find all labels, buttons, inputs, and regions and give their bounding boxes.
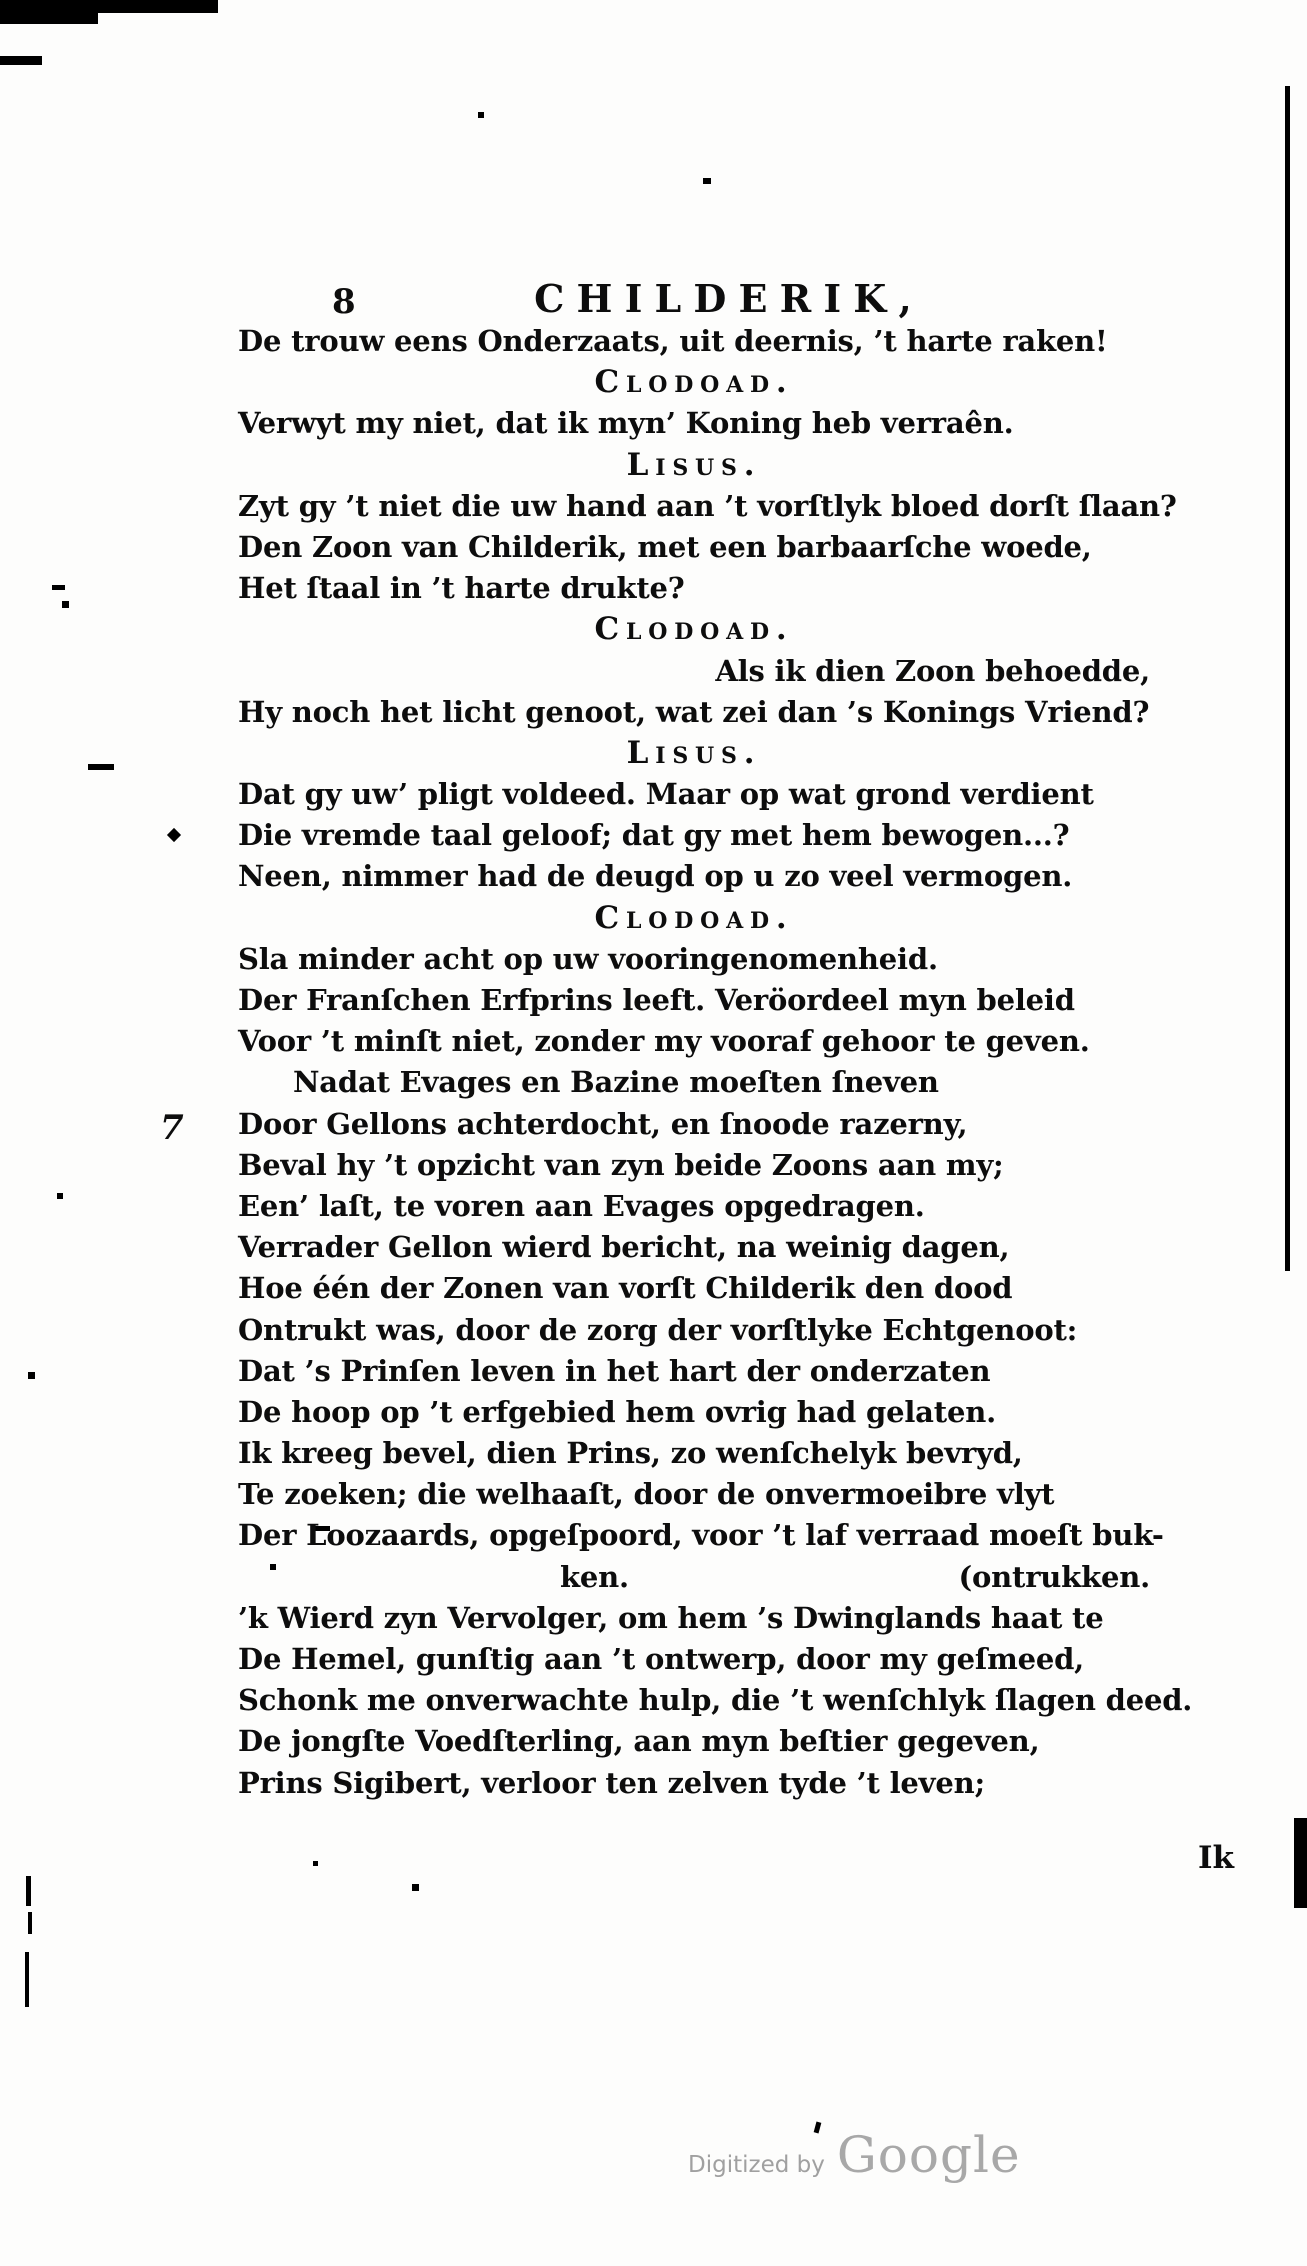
- verse-line: Verwyt my niet, dat ik myn’ Koning heb verraên.: [238, 406, 1014, 441]
- verse-line: Door Gellons achterdocht, en ſnoode razerny,: [238, 1106, 968, 1141]
- speaker-heading: Clodoad.: [594, 899, 794, 936]
- verse-line: Der Franſchen Erfprins leeft. Veröordeel myn beleid: [238, 983, 1075, 1017]
- verse-line: Hy noch het licht genoot, wat zei dan ’s Konings Vriend?: [238, 694, 1150, 729]
- google-logo: Google: [836, 2126, 1021, 2184]
- verse-line: Der Loozaards, opgeſpoord, voor ’t laf verraad moeſt buk-: [238, 1518, 1164, 1553]
- scan-artifact-speck: [478, 112, 484, 118]
- margin-mark: 7: [160, 1108, 184, 1148]
- verse-line: Verrader Gellon wierd bericht, na weinig dagen,: [238, 1230, 1010, 1265]
- verse-line: Hoe één der Zonen van vorſt Childerik den dood: [238, 1271, 1013, 1306]
- running-title: CHILDERIK,: [534, 276, 924, 321]
- scan-artifact-speck: [28, 1372, 35, 1379]
- verse-line: Sla minder acht op uw vooringenomenheid.: [238, 941, 938, 976]
- verse-line: Voor ’t minſt niet, zonder my vooraf gehoor te geven.: [238, 1024, 1090, 1059]
- scan-artifact-top-left-bar: [0, 11, 98, 24]
- speaker-heading: Lisus.: [626, 734, 762, 771]
- speaker-heading: Lisus.: [626, 446, 762, 483]
- scan-artifact-top-left-tick: [0, 56, 42, 65]
- verse-line: Zyt gy ’t niet die uw hand aan ’t vorſtlyk bloed dorſt ſlaan?: [238, 488, 1177, 523]
- verse-line: Te zoeken; die welhaaſt, door de onvermoeibre vlyt: [238, 1477, 1055, 1512]
- verse-line: Beval hy ’t opzicht van zyn beide Zoons aan my;: [238, 1147, 1004, 1182]
- google-watermark: [688, 2126, 1021, 2184]
- scan-artifact-speck: [52, 585, 65, 590]
- scan-artifact-speck: [703, 178, 711, 184]
- catchword: Ik: [1198, 1840, 1234, 1876]
- page-number: 8: [332, 282, 356, 322]
- verse-line-continuation: ken.: [560, 1559, 629, 1594]
- scan-artifact-speck: [57, 1193, 63, 1199]
- scan-artifact-speck: [412, 1884, 419, 1891]
- speaker-heading: Clodoad.: [594, 364, 794, 401]
- verse-line: De hoop op ’t erfgebied hem ovrig had gelaten.: [238, 1394, 996, 1429]
- scan-artifact-speck: [62, 601, 69, 608]
- verse-line: Het ſtaal in ’t harte drukte?: [238, 571, 685, 606]
- verse-line: Die vremde taal geloof; dat gy met hem bewogen...?: [238, 818, 1070, 853]
- verse-line: Neen, nimmer had de deugd op u zo veel vermogen.: [238, 859, 1073, 894]
- verse-line: Als ik dien Zoon behoedde,: [715, 653, 1150, 688]
- verse-line: Ik kreeg bevel, dien Prins, zo wenſchelyk bevryd,: [238, 1436, 1023, 1471]
- text-column: [238, 321, 1193, 1804]
- scan-artifact-speck: [167, 828, 181, 842]
- verse-line: De trouw eens Onderzaats, uit deernis, ’t harte raken!: [238, 324, 1108, 358]
- verse-line: Schonk me onverwachte hulp, die ’t wenſchlyk ſlagen deed.: [238, 1683, 1193, 1718]
- scan-artifact-speck: [88, 764, 114, 770]
- scan-artifact-margin-tick: [25, 1952, 29, 2007]
- verse-line: Den Zoon van Childerik, met een barbaarſche woede,: [238, 529, 1092, 564]
- verse-line: [238, 1557, 1150, 1598]
- verse-line: Nadat Evages en Bazine moeſten ſneven: [293, 1065, 939, 1100]
- scan-artifact-right-edge-line: [1285, 86, 1290, 1271]
- verse-line: Dat gy uw’ pligt voldeed. Maar op wat grond verdient: [238, 777, 1094, 812]
- scan-artifact-margin-tick: [28, 1912, 32, 1934]
- verse-line: Dat ’s Prinſen leven in het hart der onderzaten: [238, 1353, 991, 1388]
- verse-line: ’k Wierd zyn Vervolger, om hem ’s Dwinglands haat te: [238, 1600, 1104, 1635]
- scan-artifact-margin-tick: [26, 1876, 31, 1906]
- scan-artifact-speck: [313, 1861, 318, 1866]
- verse-line: Een’ laſt, te voren aan Evages opgedragen.: [238, 1188, 925, 1223]
- verse-line: Ontrukt was, door de zorg der vorſtlyke Echtgenoot:: [238, 1312, 1078, 1347]
- catchword-inline: (ontrukken.: [958, 1559, 1150, 1594]
- speaker-heading: Clodoad.: [594, 611, 794, 648]
- page-header: [238, 276, 1150, 326]
- verse-line: De jongſte Voedſterling, aan myn beſtier gegeven,: [238, 1724, 1040, 1759]
- scan-artifact-right-edge-bar: [1294, 1818, 1307, 1908]
- verse-line: Prins Sigibert, verloor ten zelven tyde ’t leven;: [238, 1765, 985, 1800]
- verse-line: De Hemel, gunſtig aan ’t ontwerp, door my geſmeed,: [238, 1642, 1085, 1676]
- watermark-prefix: Digitized by: [688, 2152, 825, 2178]
